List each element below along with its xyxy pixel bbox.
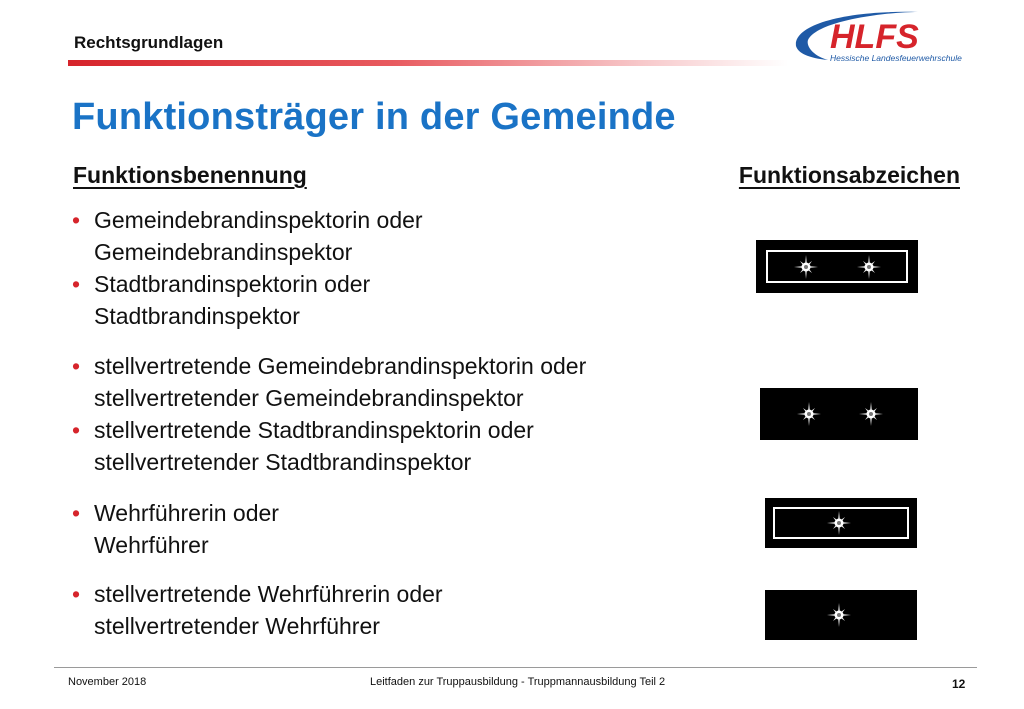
star-emblem-icon <box>796 401 822 427</box>
footer-date: November 2018 <box>68 676 147 688</box>
page-title: Funktionsträger in der Gemeinde <box>72 96 676 138</box>
bullet-icon: • <box>72 353 81 379</box>
badge-2 <box>760 388 918 440</box>
badge-4 <box>765 590 917 640</box>
bullet-group-4 <box>72 578 443 642</box>
star-emblem-icon <box>793 254 819 280</box>
badge-1 <box>756 240 918 293</box>
star-emblem-icon <box>858 401 884 427</box>
star-emblem-icon <box>856 254 882 280</box>
heading-function-name: Funktionsbenennung <box>73 162 307 188</box>
page-number: 12 <box>952 677 966 691</box>
section-label: Rechtsgrundlagen <box>74 33 224 52</box>
bullet-icon: • <box>72 581 81 607</box>
list-item: • stellvertretende Wehrführerin oder stellvertretender Wehrführer <box>72 578 443 642</box>
heading-function-badge: Funktionsabzeichen <box>738 162 960 188</box>
header-accent-bar <box>68 60 788 66</box>
bullet-icon: • <box>72 271 81 297</box>
footer-document: Leitfaden zur Truppausbildung - Truppmannausbildung Teil 2 <box>370 676 666 688</box>
footer-divider <box>54 667 977 668</box>
bullet-group-2 <box>72 350 586 478</box>
list-item: • Wehrführerin oder Wehrführer <box>72 497 279 561</box>
list-item: • Gemeindebrandinspektorin oder Gemeindebrandinspektor <box>72 204 423 268</box>
logo-subtitle: Hessische Landesfeuerwehrschule <box>830 53 962 63</box>
list-item: • Stadtbrandinspektorin oder Stadtbrandinspektor <box>72 268 423 332</box>
bullet-group-1 <box>72 204 423 332</box>
bullet-icon: • <box>72 417 81 443</box>
list-item: • stellvertretende Gemeindebrandinspektorin oder stellvertretender Gemeindebrandinspektor <box>72 350 586 414</box>
badge-3 <box>765 498 917 548</box>
star-emblem-icon <box>826 510 852 536</box>
bullet-icon: • <box>72 500 81 526</box>
badge-frame <box>766 250 908 283</box>
bullet-icon: • <box>72 207 81 233</box>
star-emblem-icon <box>826 602 852 628</box>
logo-wordmark: HLFS <box>830 18 919 56</box>
list-item: • stellvertretende Stadtbrandinspektorin oder stellvertretender Stadtbrandinspektor <box>72 414 586 478</box>
bullet-group-3 <box>72 497 279 561</box>
hlfs-logo <box>788 6 968 66</box>
